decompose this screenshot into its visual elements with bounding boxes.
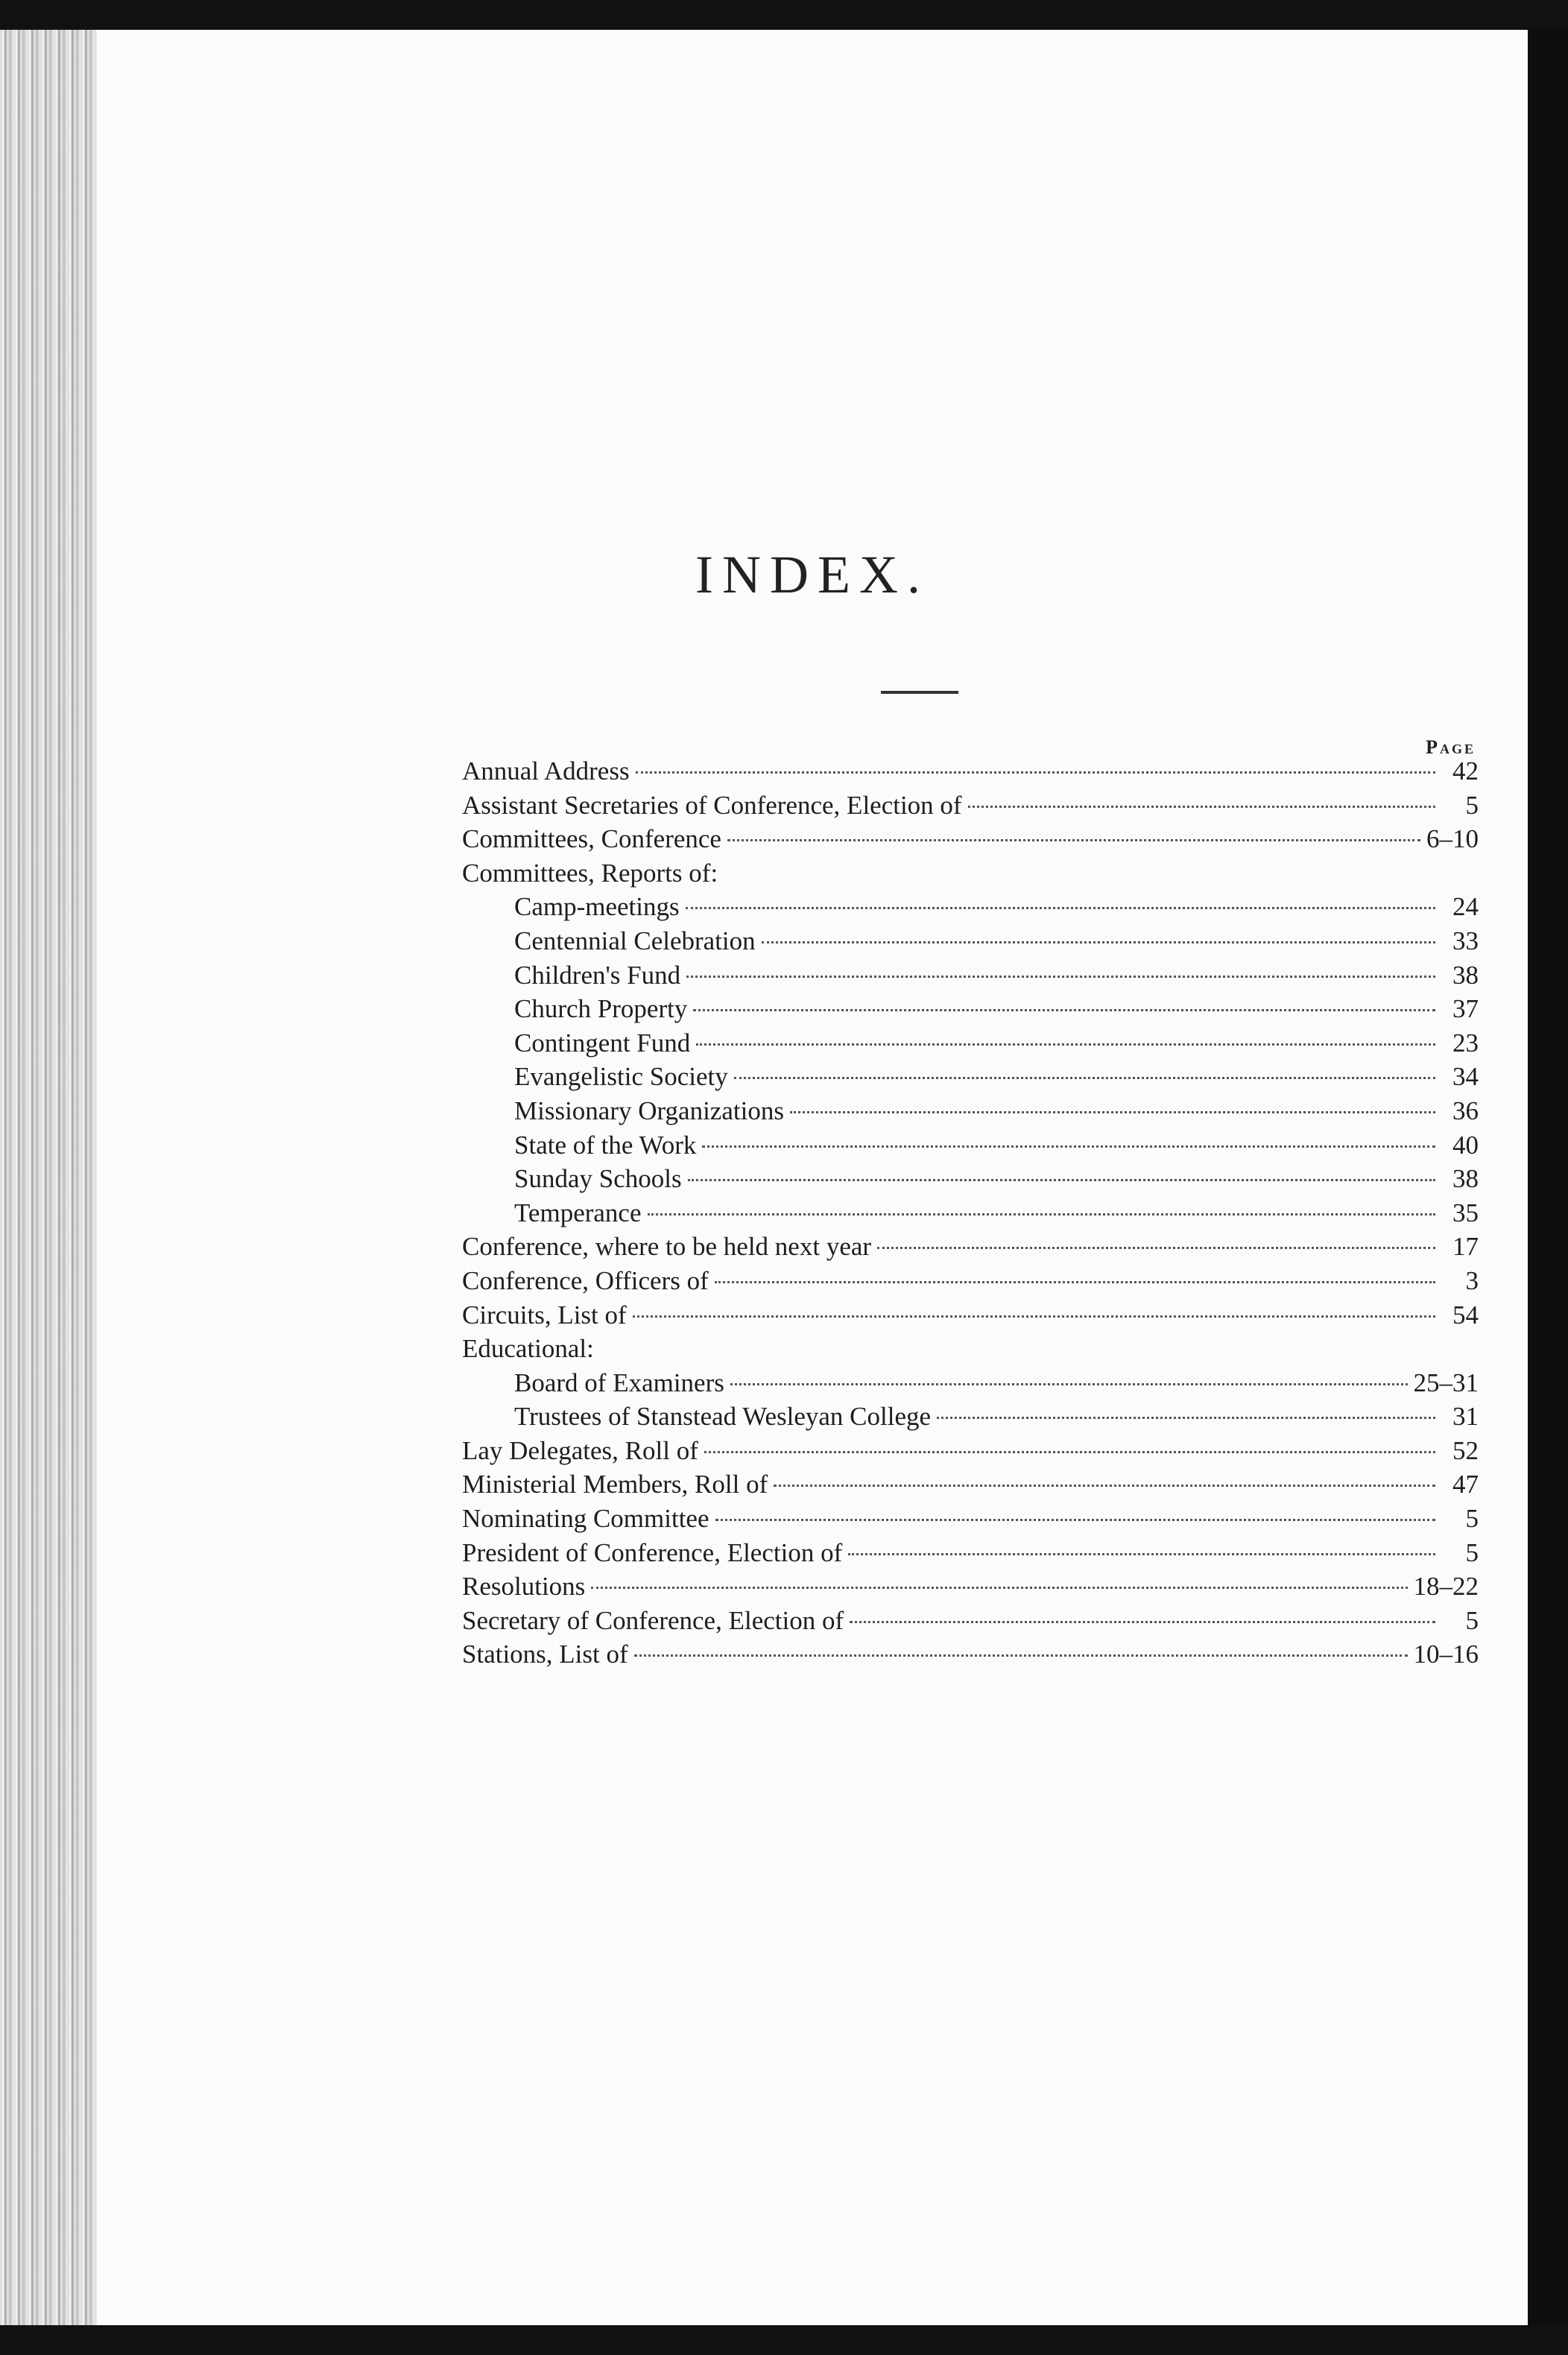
index-entry-page: 3 [1465,1265,1479,1295]
dot-leader [968,806,1435,808]
index-entry-page: 38 [1452,1164,1479,1194]
index-entry-label: Centennial Celebration [514,926,756,955]
index-entry [462,756,1479,791]
dot-leader [634,1654,1408,1657]
dot-leader [704,1451,1435,1453]
index-entry-page: 5 [1465,1537,1479,1567]
index-entry-label: Stations, List of [462,1640,628,1669]
index-entry-label: Assistant Secretaries of Conference, Election of [462,790,962,820]
dot-leader [715,1281,1435,1283]
index-entry-page: 5 [1465,1504,1479,1534]
index-entry [462,1164,1479,1198]
index-entry-label: Evangelistic Society [514,1062,728,1092]
index-entry [462,1504,1479,1538]
dot-leader [762,941,1435,943]
index-entry-page: 47 [1452,1470,1479,1499]
index-entry-label: Committees, Reports of: [462,858,718,888]
index-entry-page: 36 [1452,1096,1479,1125]
index-entry-label: Committees, Conference [462,824,721,854]
dot-leader [702,1145,1435,1148]
dot-leader [790,1111,1435,1113]
dot-leader [848,1553,1435,1555]
index-entry [462,1402,1479,1436]
index-entry [462,926,1479,961]
index-entry [462,1062,1479,1096]
index-entry-page: 5 [1465,790,1479,820]
dot-leader [686,907,1435,909]
index-entry-label: Church Property [514,994,688,1024]
index-entry-label: Conference, where to be held next year [462,1232,872,1262]
index-entry [462,1572,1479,1606]
index-entry-page: 38 [1452,960,1479,990]
index-entry-label: Conference, Officers of [462,1265,709,1295]
index-entry-label: Annual Address [462,756,630,785]
dot-leader [715,1519,1436,1521]
index-entry-page: 18–22 [1413,1572,1479,1602]
scan-top-edge [0,0,1568,30]
index-entry [462,1232,1479,1266]
index-entry-page: 17 [1452,1232,1479,1262]
index-entry [462,1606,1479,1640]
index-entry-page: 42 [1452,756,1479,785]
index-entry-label: Secretary of Conference, Election of [462,1605,844,1635]
scan-bottom-edge [0,2325,1568,2355]
index-entry-page: 54 [1452,1300,1479,1330]
dot-leader [774,1485,1435,1487]
index-entry [462,1538,1479,1572]
index-entry-label: State of the Work [514,1130,697,1160]
index-entry-label: Board of Examiners [514,1368,724,1397]
index-entry [462,1198,1479,1233]
index-entry [462,1436,1479,1470]
index-entry [462,1640,1479,1674]
dot-leader [696,1043,1435,1046]
dot-leader [591,1587,1407,1589]
index-entry-page: 31 [1452,1402,1479,1432]
dot-leader [688,1179,1435,1181]
index-entry [462,1470,1479,1504]
scan-right-edge [1528,30,1568,2325]
title-rule [881,691,958,694]
dot-leader [648,1213,1436,1216]
index-entry [462,824,1479,859]
index-entry-label: Nominating Committee [462,1504,709,1534]
index-entry [462,1266,1479,1300]
index-entry-page: 37 [1452,994,1479,1024]
book-page-edges [0,30,97,2325]
index-entry-label: President of Conference, Election of [462,1537,843,1567]
index-entry-label: Camp-meetings [514,892,680,922]
index-entry-label: Temperance [514,1198,642,1227]
index-entry [462,892,1479,926]
dot-leader [636,771,1435,774]
index-entry-page: 40 [1452,1130,1479,1160]
index-entry-page: 5 [1465,1605,1479,1635]
index-entry [462,1300,1479,1335]
dot-leader [850,1621,1435,1623]
dot-leader [937,1417,1435,1419]
index-entry-label: Ministerial Members, Roll of [462,1470,768,1499]
dot-leader [633,1315,1435,1318]
index-entry-page: 34 [1452,1062,1479,1092]
index-entry-label: Missionary Organizations [514,1096,784,1125]
dot-leader [877,1247,1435,1249]
index-entry-page: 24 [1452,892,1479,922]
index-entry-page: 35 [1452,1198,1479,1227]
index-entry-page: 23 [1452,1028,1479,1058]
index-entry-label: Lay Delegates, Roll of [462,1435,698,1465]
index-entry [462,1028,1479,1063]
dot-leader [730,1383,1408,1385]
index-entry [462,791,1479,825]
index-entry-label: Sunday Schools [514,1164,682,1194]
index-entry-label: Trustees of Stanstead Wesleyan College [514,1402,932,1432]
index-entry-label: Children's Fund [514,960,681,990]
page-column-header: Page [1426,736,1476,758]
index-section-heading [462,1334,1479,1368]
dot-leader [693,1009,1435,1011]
index-entry-label: Contingent Fund [514,1028,691,1058]
index-entry-label: Resolutions [462,1572,586,1602]
index-entry [462,1131,1479,1165]
index-entry [462,994,1479,1028]
index-entry-page: 25–31 [1413,1368,1479,1397]
index-entry-page: 6–10 [1426,824,1479,854]
dot-leader [686,976,1435,978]
index-entry [462,961,1479,995]
index-entry-page: 10–16 [1413,1640,1479,1669]
page-title: INDEX. [695,545,929,604]
dot-leader [727,839,1420,841]
index-entry [462,1096,1479,1131]
index-entry-page: 52 [1452,1435,1479,1465]
book-page [97,30,1528,2325]
index-entry [462,1368,1479,1403]
dot-leader [734,1077,1435,1079]
index-list [462,756,1479,1674]
index-entry-label: Educational: [462,1334,594,1364]
index-entry-label: Circuits, List of [462,1300,627,1330]
index-entry-page: 33 [1452,926,1479,955]
index-section-heading [462,859,1479,893]
